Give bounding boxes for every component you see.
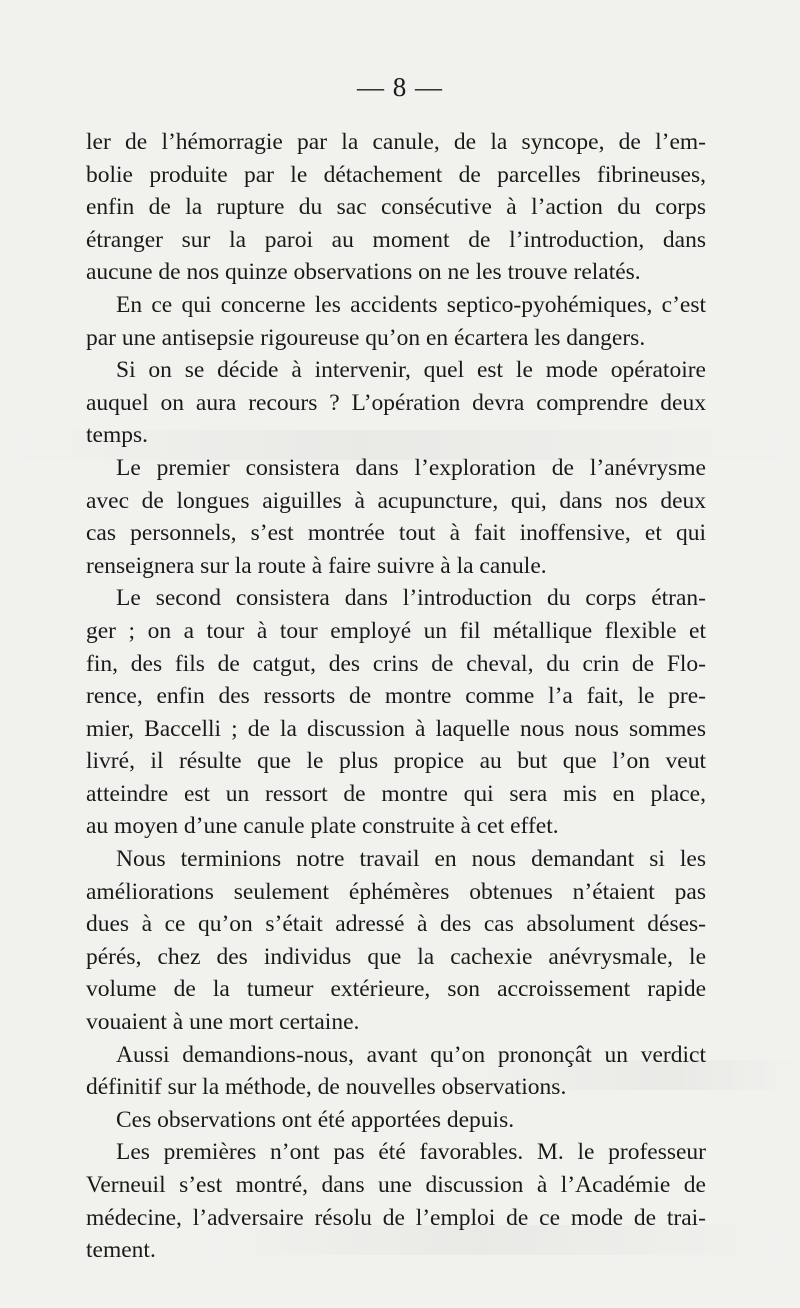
- paragraph: [86, 1104, 706, 1137]
- text-line: dues à ce qu’on s’était adressé à des cas absolument déses-: [86, 911, 706, 938]
- text-line: pérés, chez des individus que la cachexie anévrysmale, le: [86, 943, 706, 970]
- text-line: étranger sur la paroi au moment de l’introduction, dans: [86, 226, 706, 253]
- text-line: renseignera sur la route à faire suivre à la canule.: [86, 552, 547, 579]
- text-line: avec de longues aiguilles à acupuncture, qui, dans nos deux: [86, 487, 706, 514]
- text-line: fin, des fils de catgut, des crins de cheval, du crin de Flo-: [86, 650, 706, 677]
- text-line: livré, il résulte que le plus propice au but que l’on veut: [86, 748, 706, 775]
- paragraph: [86, 843, 706, 1039]
- text-line: Le premier consistera dans l’exploration de l’anévrysme: [116, 454, 706, 481]
- paragraph: [86, 289, 706, 354]
- paragraph: [86, 452, 706, 582]
- text-line: mier, Baccelli ; de la discussion à laquelle nous nous sommes: [86, 715, 706, 742]
- text-line: rence, enfin des ressorts de montre comme l’a fait, le pre-: [86, 683, 706, 710]
- text-line: Verneuil s’est montré, dans une discussion à l’Académie de: [86, 1172, 706, 1198]
- text-line: Si on se décide à intervenir, quel est le mode opératoire: [116, 357, 706, 384]
- paragraph: [86, 126, 706, 289]
- text-line: par une antisepsie rigoureuse qu’on en écartera les dangers.: [86, 324, 646, 351]
- paragraph: [86, 1136, 706, 1266]
- text-line: définitif sur la méthode, de nouvelles observations.: [86, 1074, 567, 1101]
- page-number: — 8 —: [357, 72, 443, 102]
- text-line: Le second consistera dans l’introduction du corps étran-: [116, 585, 706, 612]
- text-line: temps.: [86, 422, 149, 449]
- text-line: aucune de nos quinze observations on ne les trouve relatés.: [86, 259, 641, 286]
- text-line: En ce qui concerne les accidents septico-pyohémiques, c’est: [116, 291, 706, 318]
- text-line: volume de la tumeur extérieure, son accroissement rapide: [86, 976, 706, 1003]
- text-line: ler de l’hémorragie par la canule, de la syncope, de l’em-: [86, 129, 706, 155]
- paragraph: [86, 1039, 706, 1104]
- text-line: bolie produite par le détachement de parcelles fibrineuses,: [86, 161, 706, 188]
- text-line: atteindre est un ressort de montre qui sera mis en place,: [86, 780, 706, 807]
- text-line: enfin de la rupture du sac consécutive à l’action du corps: [86, 194, 706, 221]
- paragraph: [86, 354, 706, 452]
- text-line: ger ; on a tour à tour employé un fil métallique flexible et: [86, 617, 706, 644]
- text-line: vouaient à une mort certaine.: [86, 1009, 360, 1036]
- text-line: tement.: [86, 1237, 156, 1264]
- body-text: [86, 126, 706, 1267]
- text-line: Les premières n’ont pas été favorables. M. le professeur: [116, 1139, 706, 1166]
- text-line: médecine, l’adversaire résolu de l’emploi de ce mode de trai-: [86, 1204, 706, 1231]
- text-line: Aussi demandions-nous, avant qu’on prononçât un verdict: [116, 1041, 706, 1068]
- text-line: auquel on aura recours ? L’opération devra comprendre deux: [86, 389, 706, 416]
- text-line: Nous terminions notre travail en nous demandant si les: [116, 846, 706, 873]
- text-line: cas personnels, s’est montrée tout à fait inoffensive, et qui: [86, 520, 706, 547]
- paragraph: [86, 582, 706, 843]
- text-line: améliorations seulement éphémères obtenues n’étaient pas: [86, 878, 706, 905]
- text-line: Ces observations ont été apportées depuis.: [116, 1106, 515, 1133]
- text-line: au moyen d’une canule plate construite à cet effet.: [86, 813, 559, 840]
